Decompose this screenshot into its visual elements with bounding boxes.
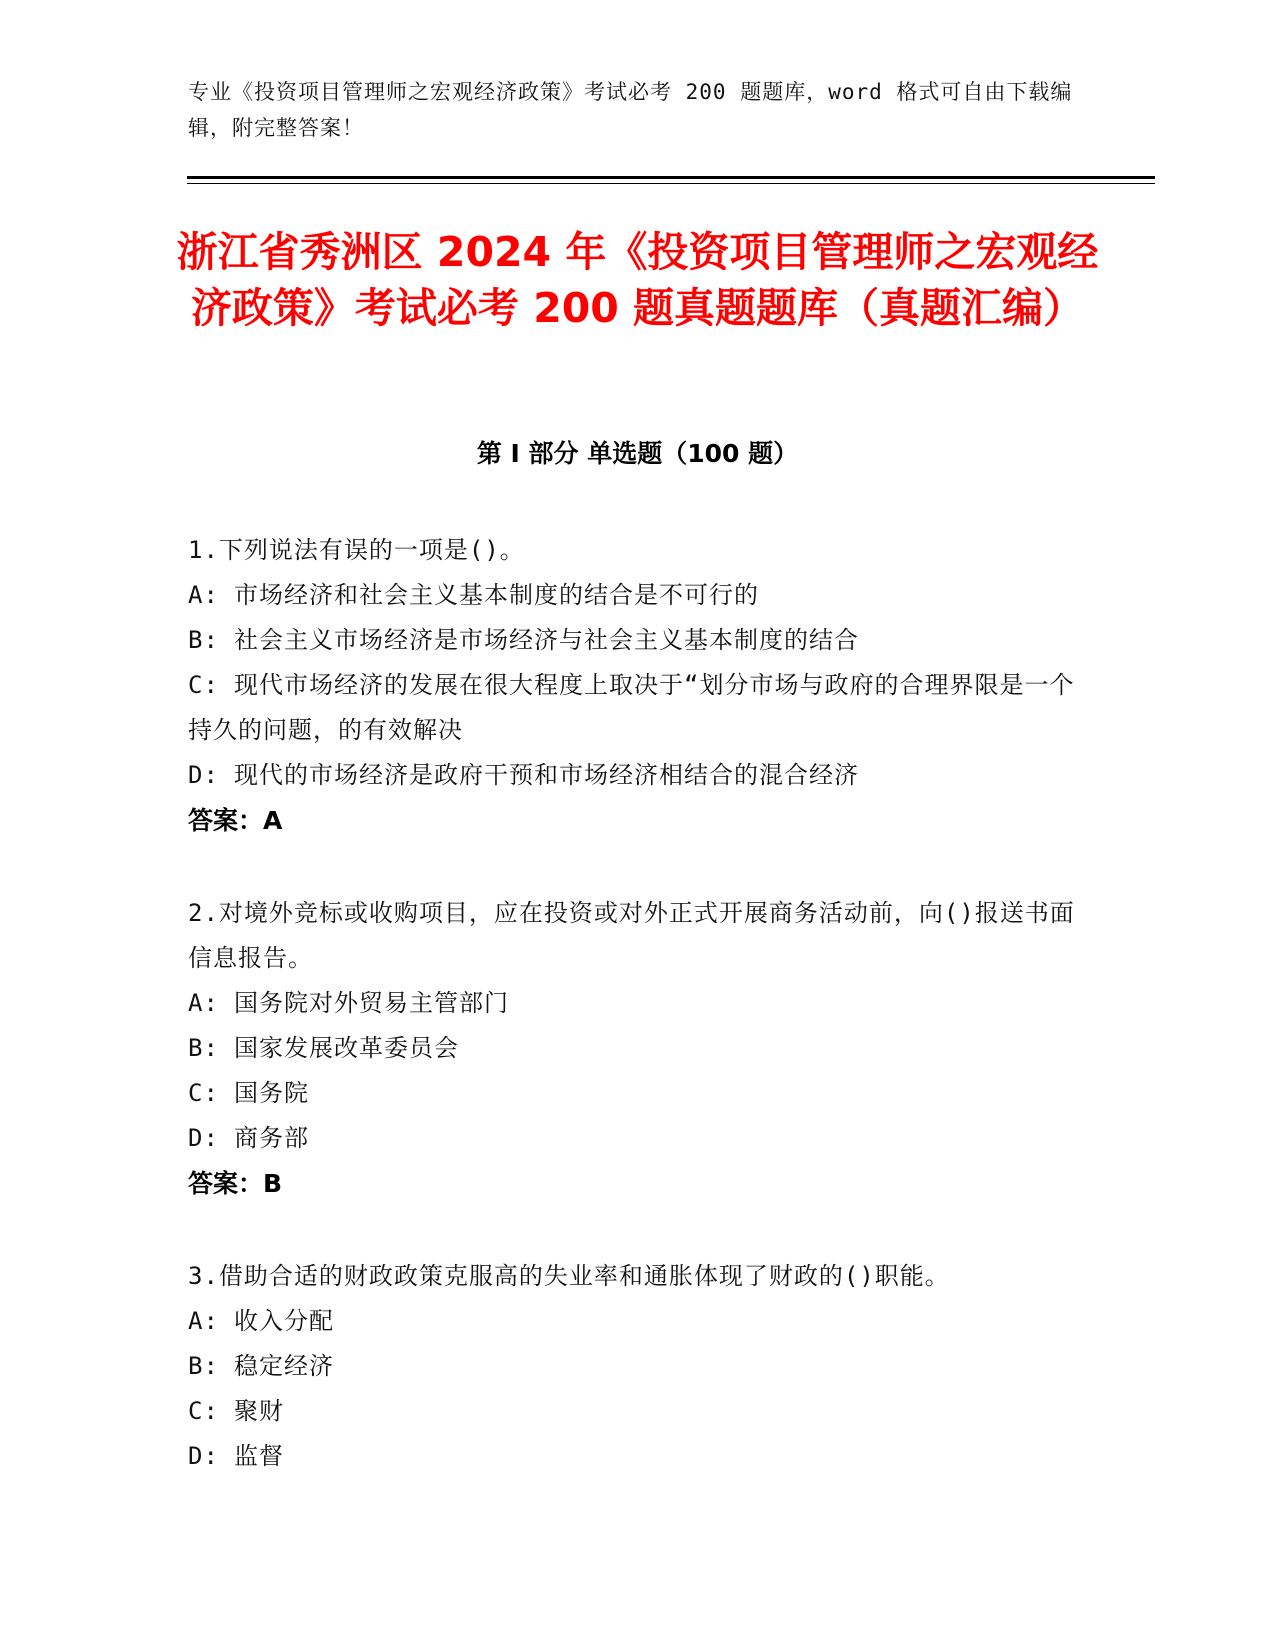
question-2 xyxy=(188,891,1088,1206)
option-d xyxy=(188,1434,1088,1479)
document-title: 浙江省秀洲区 2024 年《投资项目管理师之宏观经济政策》考试必考 200 题真题题库（真题汇编） xyxy=(176,228,1099,332)
option-text: 商务部 xyxy=(234,1124,309,1152)
question-1 xyxy=(188,528,1088,843)
option-d xyxy=(188,1116,1088,1161)
option-prefix: D: xyxy=(188,1124,219,1152)
option-text: 聚财 xyxy=(234,1397,284,1425)
option-text: 国务院对外贸易主管部门 xyxy=(234,989,509,1017)
option-prefix: B: xyxy=(188,1034,219,1062)
option-text: 现代的市场经济是政府干预和市场经济相结合的混合经济 xyxy=(234,761,859,789)
option-prefix: C: xyxy=(188,671,219,699)
option-c xyxy=(188,1071,1088,1116)
option-prefix: B: xyxy=(188,626,219,654)
header-note: 专业《投资项目管理师之宏观经济政策》考试必考 200 题题库，word 格式可自由下载编辑，附完整答案！ xyxy=(188,80,1073,140)
option-prefix: C: xyxy=(188,1397,219,1425)
option-prefix: C: xyxy=(188,1079,219,1107)
option-b xyxy=(188,1026,1088,1071)
header-rule-thick xyxy=(187,176,1155,179)
answer-text: 答案：B xyxy=(188,1169,283,1198)
question-list xyxy=(188,528,1088,1527)
option-a xyxy=(188,981,1088,1026)
option-text: 国家发展改革委员会 xyxy=(234,1034,459,1062)
option-text: 国务院 xyxy=(234,1079,309,1107)
option-text: 稳定经济 xyxy=(234,1352,334,1380)
option-text: 社会主义市场经济是市场经济与社会主义基本制度的结合 xyxy=(234,626,859,654)
option-prefix: B: xyxy=(188,1352,219,1380)
section-title: 第 I 部分 单选题（100 题） xyxy=(476,439,799,468)
option-text: 监督 xyxy=(234,1442,284,1470)
question-stem: 1.下列说法有误的一项是()。 xyxy=(188,536,525,564)
question-3 xyxy=(188,1254,1088,1479)
option-prefix: D: xyxy=(188,761,219,789)
option-prefix: A: xyxy=(188,581,219,609)
option-b xyxy=(188,618,1088,663)
option-b xyxy=(188,1344,1088,1389)
option-text: 现代市场经济的发展在很大程度上取决于“划分市场与政府的合理界限是一个持久的问题，的有效解决 xyxy=(188,671,1075,744)
header-rule-thin xyxy=(187,183,1155,184)
option-text: 收入分配 xyxy=(234,1307,334,1335)
option-c xyxy=(188,1389,1088,1434)
question-stem: 3.借助合适的财政政策克服高的失业率和通胀体现了财政的()职能。 xyxy=(188,1262,950,1290)
answer-text: 答案：A xyxy=(188,806,283,835)
option-text: 市场经济和社会主义基本制度的结合是不可行的 xyxy=(234,581,759,609)
option-prefix: A: xyxy=(188,1307,219,1335)
question-stem: 2.对境外竞标或收购项目，应在投资或对外正式开展商务活动前，向()报送书面信息报告。 xyxy=(188,899,1075,972)
option-prefix: A: xyxy=(188,989,219,1017)
option-a xyxy=(188,573,1088,618)
option-d xyxy=(188,753,1088,798)
option-c xyxy=(188,663,1088,753)
option-prefix: D: xyxy=(188,1442,219,1470)
option-a xyxy=(188,1299,1088,1344)
